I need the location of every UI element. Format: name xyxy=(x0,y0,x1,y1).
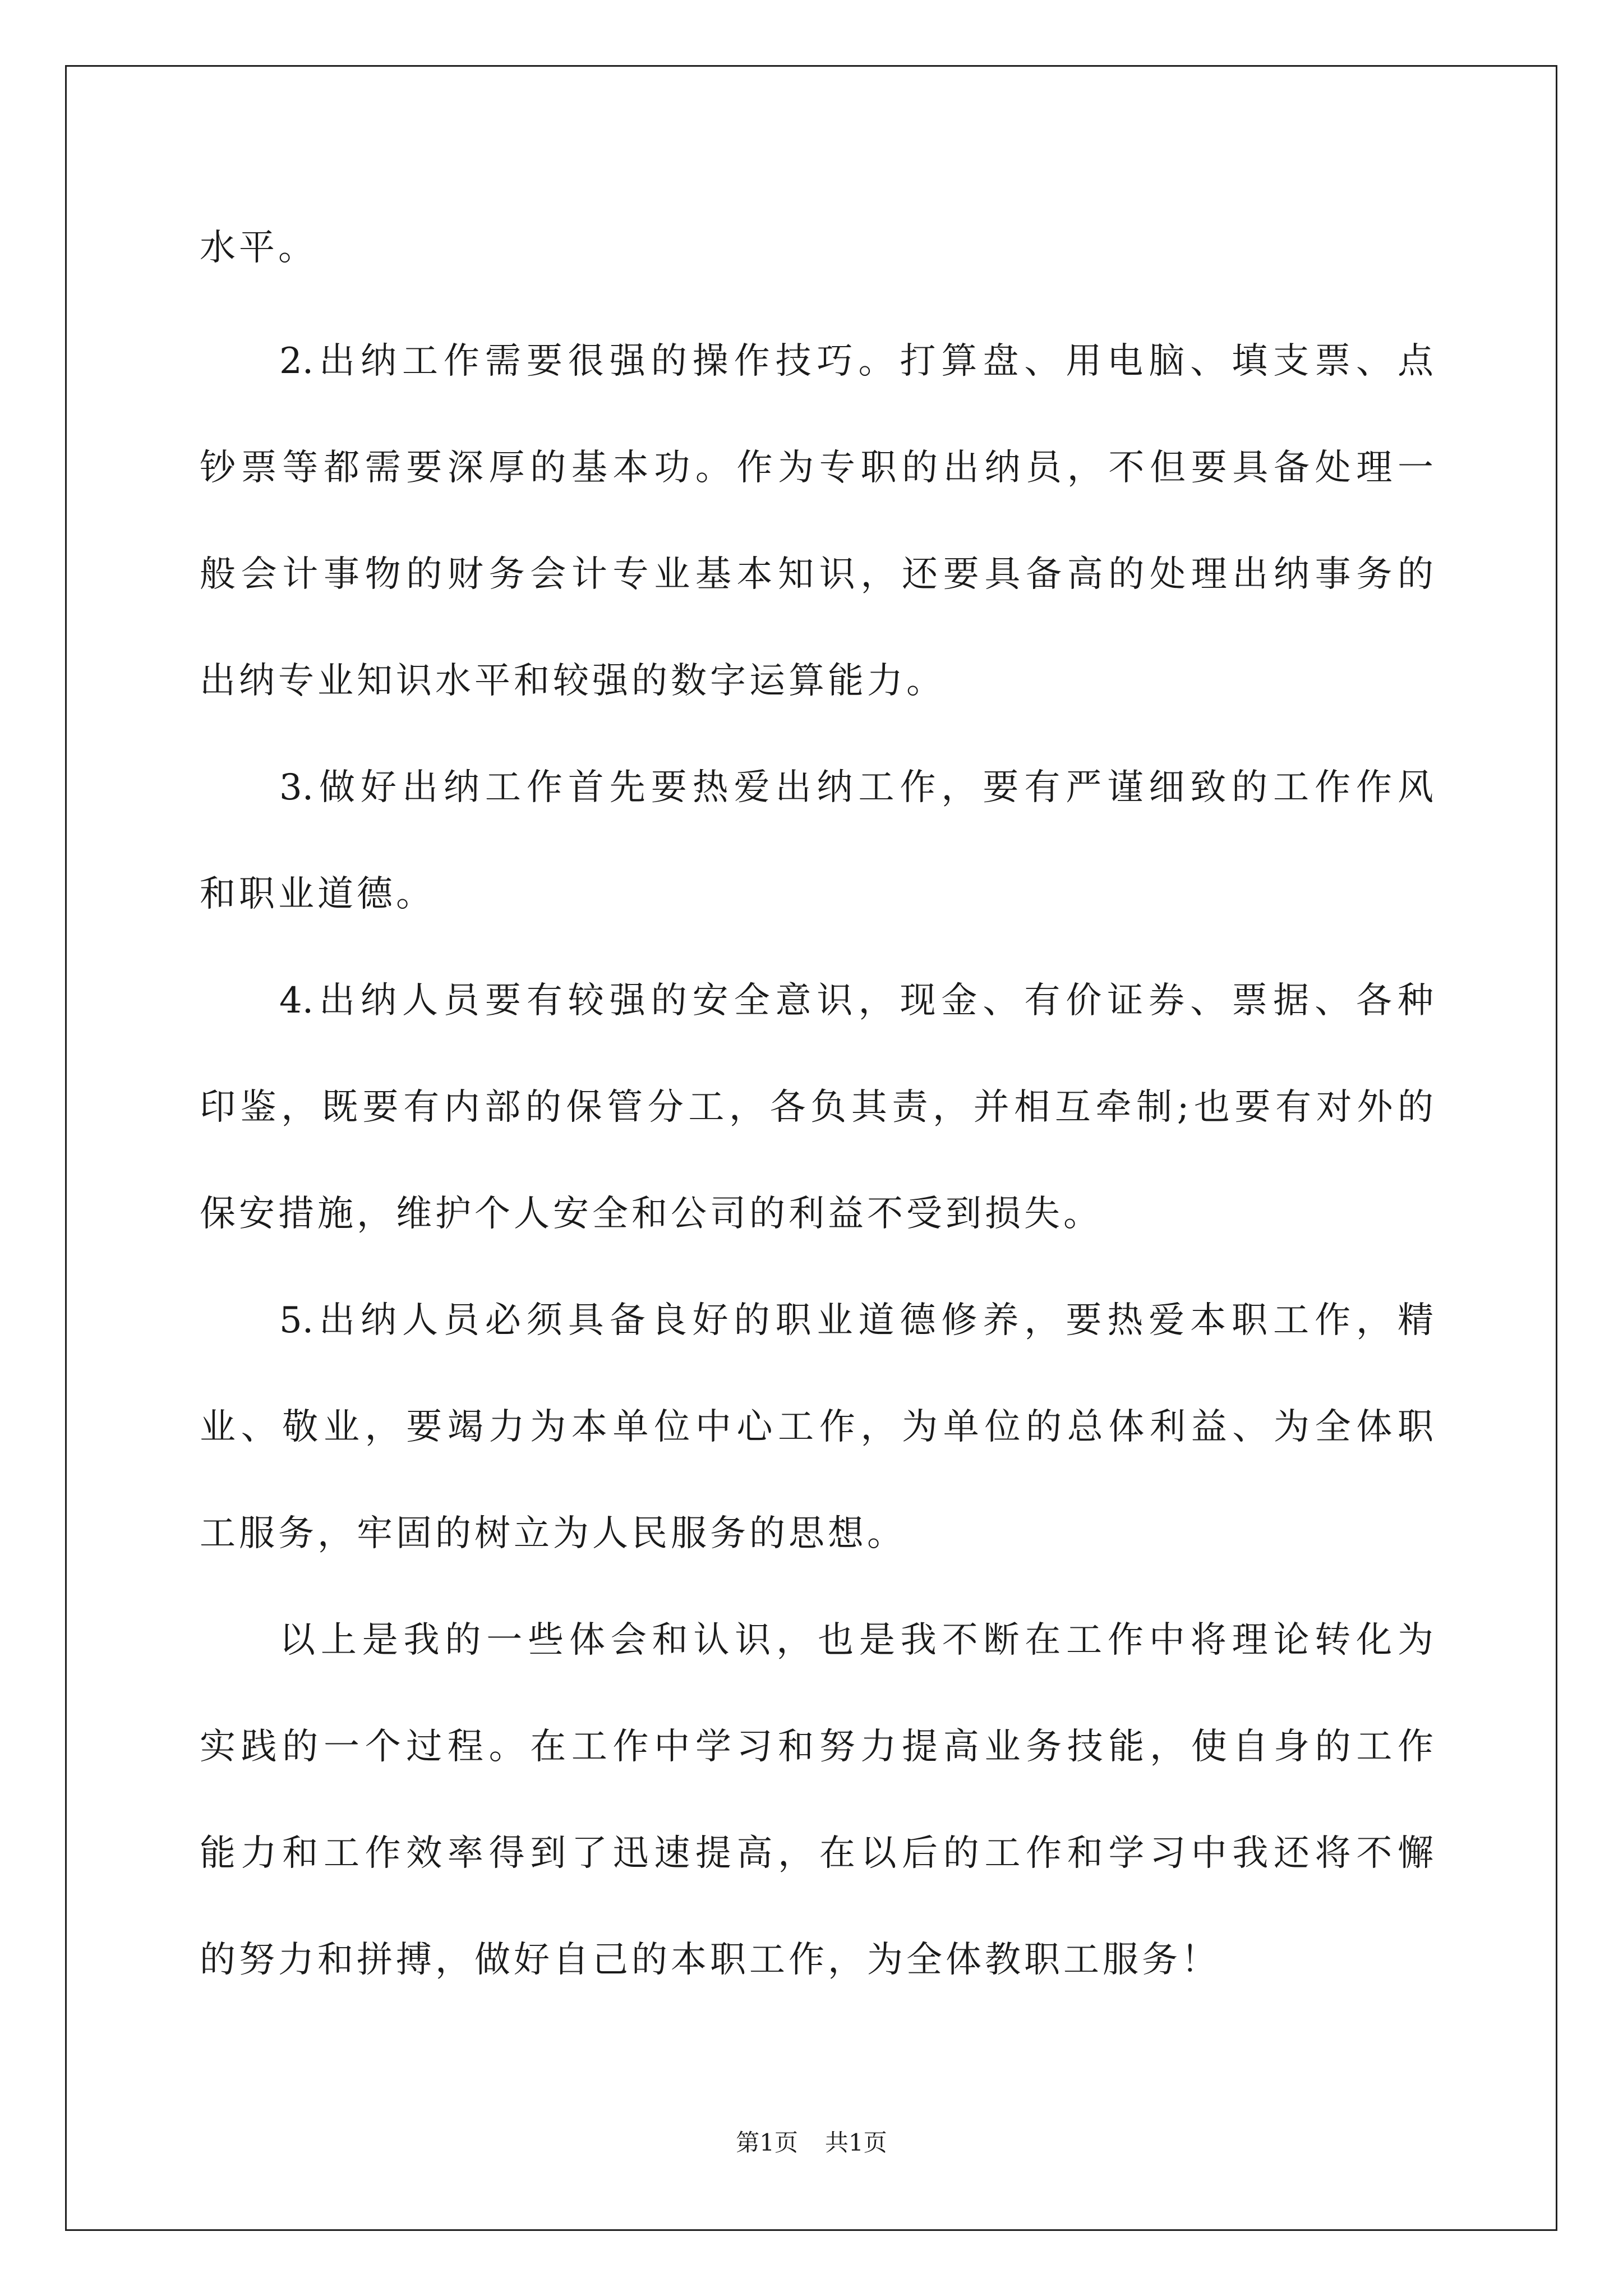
text-line: 般会计事物的财务会计专业基本知识，还要具备高的处理出纳事务的 xyxy=(200,554,1433,595)
text-line: 印鉴，既要有内部的保管分工，各负其责，并相互牵制;也要有对外的 xyxy=(200,1087,1433,1128)
paragraph-start-line: 2.出纳工作需要很强的操作技巧。打算盘、用电脑、填支票、点 xyxy=(279,341,1433,382)
paragraph-start-line: 4.出纳人员要有较强的安全意识，现金、有价证券、票据、各种 xyxy=(279,980,1433,1022)
text-line: 能力和工作效率得到了迅速提高，在以后的工作和学习中我还将不懈 xyxy=(200,1833,1433,1874)
page-footer xyxy=(0,2131,1623,2155)
text-line: 工服务，牢固的树立为人民服务的思想。 xyxy=(200,1513,906,1554)
paragraph-start-line: 以上是我的一些体会和认识，也是我不断在工作中将理论转化为 xyxy=(279,1619,1433,1661)
page-number-total: 共1页 xyxy=(825,2129,887,2156)
text-line: 保安措施，维护个人安全和公司的利益不受到损失。 xyxy=(200,1193,1103,1235)
text-line: 钞票等都需要深厚的基本功。作为专职的出纳员，不但要具备处理一 xyxy=(200,447,1433,489)
text-line: 实践的一个过程。在工作中学习和努力提高业务技能，使自身的工作 xyxy=(200,1726,1433,1768)
text-line: 业、敬业，要竭力为本单位中心工作，为单位的总体利益、为全体职 xyxy=(200,1406,1433,1448)
text-line: 和职业道德。 xyxy=(200,873,435,915)
text-line: 出纳专业知识水平和较强的数字运算能力。 xyxy=(200,660,946,702)
page-border xyxy=(65,65,1557,2231)
text-line: 的努力和拼搏，做好自己的本职工作，为全体教职工服务！ xyxy=(200,1939,1220,1981)
paragraph-start-line: 5.出纳人员必须具备良好的职业道德修养，要热爱本职工作，精 xyxy=(279,1300,1433,1341)
text-line: 水平。 xyxy=(200,227,317,269)
paragraph-start-line: 3.做好出纳工作首先要热爱出纳工作，要有严谨细致的工作作风 xyxy=(279,767,1433,808)
page-number-current: 第1页 xyxy=(736,2129,798,2156)
